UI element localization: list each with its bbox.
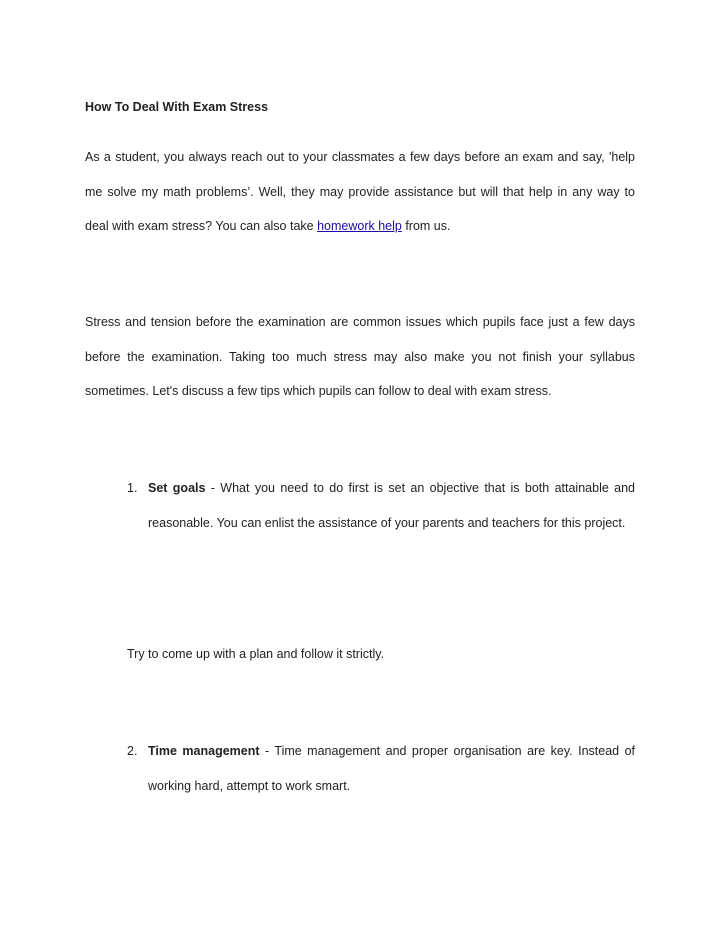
tip-item-set-goals xyxy=(127,471,635,540)
tip-body xyxy=(148,471,635,540)
intro-text-before-link: As a student, you always reach out to your classmates a few days before an exam and say, 'help me solve my math problems’. Well, they may provide assistance but will that help in any way to deal with exam stress? You can also take xyxy=(85,150,635,233)
tip-text: - What you need to do first is set an objective that is both attainable and reasonable. You can enlist the assistance of your parents and teachers for this project. xyxy=(148,481,635,530)
intro-text-after-link: from us. xyxy=(401,219,451,233)
intro-paragraph xyxy=(85,140,635,244)
tip-body xyxy=(148,734,635,803)
stress-paragraph: Stress and tension before the examination are common issues which pupils face just a few days before the examination. Taking too much stress may also make you not finish your syllabus sometimes. Let's discuss a few tips which pupils can follow to deal with exam stress. xyxy=(85,315,635,398)
tip-item-time-management xyxy=(127,734,635,803)
tip-heading: Time management xyxy=(148,744,260,758)
tip-text: - Time management and proper organisation are key. Instead of working hard, attempt to work smart. xyxy=(148,744,635,793)
plan-note: Try to come up with a plan and follow it strictly. xyxy=(127,647,385,661)
homework-help-link[interactable]: homework help xyxy=(317,219,402,233)
tip-heading: Set goals xyxy=(148,481,206,495)
tip-number: 2. xyxy=(127,744,138,758)
tip-number: 1. xyxy=(127,481,138,495)
document-title: How To Deal With Exam Stress xyxy=(85,100,269,114)
